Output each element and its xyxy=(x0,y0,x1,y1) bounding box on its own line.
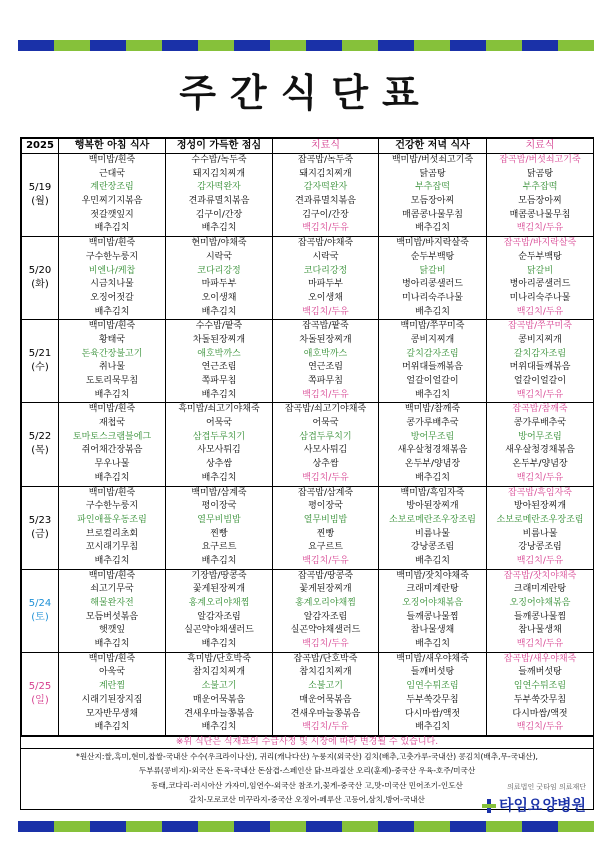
menu-item: 잡곡밥/잣치야채죽 xyxy=(503,570,577,581)
menu-cell-dinner-diet xyxy=(487,237,594,320)
menu-item: 강낭콩조림 xyxy=(518,542,562,553)
menu-item: 실곤약야채샐러드 xyxy=(184,625,254,636)
menu-cell-lunch xyxy=(166,237,273,320)
header-dinner: 건강한 저녁 식사 xyxy=(379,139,487,154)
menu-item: 백김치/두유 xyxy=(302,223,349,234)
menu-item: 닭곰탕 xyxy=(526,168,554,179)
menu-item: 얼갈이얼갈이 xyxy=(513,376,567,386)
menu-item: 새우살청경채볶음 xyxy=(505,445,575,456)
menu-item: 삼겹두루치기 xyxy=(299,431,352,442)
header-year: 2025 xyxy=(22,139,59,154)
origin-line: 두부류(콩비지)-외국산 돈육-국내산 돈삼겹-스페인산 닭-브라질산 오리(훈제)-중국산 우육-호주/미국산 xyxy=(138,766,476,776)
menu-item: 꽃게된장찌개 xyxy=(192,584,246,595)
menu-item: 흑미밥/단호박죽 xyxy=(187,653,251,664)
menu-item: 애호박까스 xyxy=(303,348,348,359)
menu-item: 백김치/두유 xyxy=(302,306,349,317)
bottom-decorative-stripe xyxy=(18,821,594,832)
menu-item: 백김치/두유 xyxy=(516,555,564,566)
menu-item: 마파두부 xyxy=(308,279,343,290)
menu-item: 두부쑥갓무침 xyxy=(406,694,459,705)
menu-item: 백미밥/쭈꾸미죽 xyxy=(400,321,465,332)
menu-item: 해물완자전 xyxy=(90,598,134,608)
menu-cell-lunch-diet xyxy=(273,154,379,237)
menu-item: 두부쑥갓무침 xyxy=(513,694,567,705)
menu-cell-dinner xyxy=(379,320,487,403)
menu-item: 미나리숙주나물 xyxy=(402,292,463,303)
menu-cell-dinner xyxy=(379,486,487,569)
date-label: 5/21 xyxy=(28,348,52,360)
menu-item: 돼지김치찌개 xyxy=(299,168,352,179)
menu-item: 배추김치 xyxy=(415,472,450,483)
menu-item: 열무비빔밥 xyxy=(303,514,348,525)
menu-item: 갈치감자조림 xyxy=(513,348,567,359)
menu-item: 알감자조림 xyxy=(197,611,241,622)
menu-cell-lunch-diet xyxy=(273,320,379,403)
menu-item: 수수밥/팥죽 xyxy=(195,321,243,332)
menu-item: 미나리숙주나물 xyxy=(509,292,571,303)
menu-item: 갈치감자조림 xyxy=(406,348,459,359)
weekday-label: (일) xyxy=(31,694,49,706)
menu-item: 잡곡밥/녹두죽 xyxy=(297,155,354,165)
day-row xyxy=(22,237,594,320)
top-decorative-stripe xyxy=(18,40,594,51)
menu-item: 잡곡밥/팥죽 xyxy=(302,321,349,332)
menu-item: 들깨콩나물찜 xyxy=(513,611,567,622)
menu-item: 열무비빔밥 xyxy=(197,514,241,525)
menu-item: 배추김치 xyxy=(94,639,130,650)
menu-item: 백김치/두유 xyxy=(302,722,349,733)
weekday-label: (수) xyxy=(31,362,49,374)
menu-item: 온두부/양념장 xyxy=(404,459,461,470)
date-label: 5/20 xyxy=(28,265,52,277)
header-dinner-diet: 치료식 xyxy=(487,139,594,154)
menu-item: 배추김치 xyxy=(201,306,237,317)
menu-item: 모자반무생채 xyxy=(85,708,139,719)
date-cell xyxy=(22,237,59,320)
menu-item: 수수밥/녹두죽 xyxy=(191,155,247,165)
menu-item: 모듬버섯볶음 xyxy=(85,611,139,622)
menu-item: 배추김치 xyxy=(201,722,237,733)
menu-item: 비름나물 xyxy=(522,528,558,539)
menu-item: 다시마쌈/액젓 xyxy=(512,708,568,719)
menu-cell-dinner xyxy=(379,652,487,735)
menu-item: 아욱국 xyxy=(98,667,126,678)
menu-item: 오징어야채볶음 xyxy=(509,598,571,608)
menu-item: 백미밥/흰죽 xyxy=(88,487,136,498)
menu-item: 백미밥/새우야채죽 xyxy=(396,653,469,664)
hospital-logo xyxy=(426,782,586,815)
menu-item: 쥐어채간장볶음 xyxy=(81,445,143,456)
menu-item: 요구르트 xyxy=(201,542,237,553)
menu-item: 우민찌기지볶음 xyxy=(81,196,143,207)
menu-cell-lunch-diet xyxy=(273,569,379,652)
date-label: 5/22 xyxy=(28,431,52,443)
menu-item: 꼬시래기무침 xyxy=(85,542,139,553)
menu-item: 잡곡밥/삼계죽 xyxy=(297,487,354,498)
menu-cell-lunch-diet xyxy=(273,403,379,486)
menu-item: 들깨버섯탕 xyxy=(518,667,562,678)
menu-item: 근대국 xyxy=(98,168,126,179)
menu-item: 황태국 xyxy=(98,334,126,345)
menu-item: 크래미계란탕 xyxy=(406,584,459,595)
menu-item: 백미밥/잣치야채죽 xyxy=(396,570,469,581)
menu-item: 잡곡밥/땅콩죽 xyxy=(297,570,354,581)
menu-item: 견과류멸치볶음 xyxy=(295,196,356,207)
menu-item: 백미밥/삼계죽 xyxy=(191,487,247,498)
menu-item: 현미밥/야채죽 xyxy=(191,238,247,249)
menu-item: 알감자조림 xyxy=(303,611,348,622)
weekday-label: (금) xyxy=(31,528,49,540)
menu-item: 어묵국 xyxy=(205,418,233,429)
date-label: 5/23 xyxy=(28,514,52,526)
menu-item: 브로컬리초회 xyxy=(85,528,139,539)
menu-item: 배추김치 xyxy=(94,306,130,317)
menu-item: 계란찜 xyxy=(98,681,126,692)
menu-item: 온두부/양념장 xyxy=(512,459,568,470)
weekday-label: (화) xyxy=(31,279,49,291)
menu-cell-lunch xyxy=(166,403,273,486)
menu-item: 구수한누룽지 xyxy=(85,251,139,262)
weekday-label: (월) xyxy=(31,196,49,208)
menu-item: 들깨버섯탕 xyxy=(410,667,455,678)
menu-item: 코다리강정 xyxy=(197,265,241,276)
menu-item: 실곤약야채샐러드 xyxy=(290,625,361,636)
menu-cell-lunch xyxy=(166,486,273,569)
menu-item: 사모사튀김 xyxy=(303,445,348,456)
menu-cell-dinner xyxy=(379,403,487,486)
menu-item: 모듬장아찌 xyxy=(518,196,562,207)
day-row xyxy=(22,320,594,403)
menu-item: 백미밥/버섯쇠고기죽 xyxy=(391,155,474,165)
menu-item: 배추김치 xyxy=(201,389,237,400)
menu-item: 방어무조림 xyxy=(410,431,455,442)
menu-item: 배추김치 xyxy=(415,306,450,317)
date-cell xyxy=(22,486,59,569)
menu-item: 크래미계란탕 xyxy=(513,584,567,595)
menu-item: 들깨콩나물찜 xyxy=(406,611,459,622)
origin-line: 동태,코다리-러시아산 가자미,임연수-외국산 참조기,꽃게-중국산 고,맛-미국산 민어조기-인도산 xyxy=(151,780,463,790)
menu-item: 어묵국 xyxy=(312,418,339,429)
menu-item: 백미밥/흰죽 xyxy=(88,155,136,165)
origin-line: 갈치-모로코산 미꾸라지-중국산 오징어-페루산 고등어,삼치,방어-국내산 xyxy=(189,795,425,805)
menu-item: 쪽파무침 xyxy=(308,376,343,386)
menu-item: 백미밥/흰죽 xyxy=(88,570,136,581)
menu-item: 무우나물 xyxy=(94,459,130,470)
day-row xyxy=(22,154,594,237)
menu-item: 오이생채 xyxy=(201,292,237,303)
date-cell xyxy=(22,154,59,237)
menu-item: 삼겹두루치기 xyxy=(192,431,246,442)
menu-item: 백김치/두유 xyxy=(516,639,564,650)
date-label: 5/24 xyxy=(28,597,52,609)
menu-cell-lunch-diet xyxy=(273,486,379,569)
menu-item: 시락국 xyxy=(312,251,339,262)
menu-item: 얼갈이얼갈이 xyxy=(406,376,459,386)
menu-item: 머위대들깨볶음 xyxy=(402,362,463,373)
menu-item: 평이장국 xyxy=(201,501,237,512)
menu-cell-lunch xyxy=(166,652,273,735)
medical-cross-icon xyxy=(482,799,496,813)
menu-item: 쪽파무침 xyxy=(201,376,237,386)
logo-name: 타임요양병원 xyxy=(499,796,586,814)
menu-item: 백김치/두유 xyxy=(516,223,564,234)
menu-item: 배추김치 xyxy=(415,639,450,650)
menu-item: 비름나물 xyxy=(415,528,450,539)
menu-item: 배추김치 xyxy=(94,223,130,234)
menu-cell-dinner xyxy=(379,569,487,652)
menu-item: 배추김치 xyxy=(201,555,237,566)
menu-item: 김구이/간장 xyxy=(302,209,349,220)
menu-item: 백미밥/바지락살죽 xyxy=(396,238,469,249)
menu-item: 부추잡떡 xyxy=(522,182,558,193)
menu-item: 매콤콩나물무침 xyxy=(402,209,463,220)
menu-item: 백김치/두유 xyxy=(516,389,564,400)
logo-subtitle: 의료법인 굿타임 의료재단 xyxy=(507,783,586,791)
menu-change-notice: ※위 식단은 식재료의 수급사정 및 시장에 따라 변경될 수 있습니다. xyxy=(21,736,593,748)
menu-item: 잡곡밥/쇠고기야채죽 xyxy=(284,404,367,415)
date-label: 5/25 xyxy=(28,680,52,692)
menu-item: 견과류멸치볶음 xyxy=(188,196,250,207)
menu-item: 비엔나/케찹 xyxy=(88,265,136,276)
menu-item: 매콤콩나물무침 xyxy=(509,209,571,220)
menu-item: 젓갈깻잎지 xyxy=(90,209,134,220)
menu-item: 백미밥/흰죽 xyxy=(88,404,136,415)
menu-item: 강낭콩조림 xyxy=(410,542,455,553)
day-row xyxy=(22,486,594,569)
menu-item: 배추김치 xyxy=(201,639,237,650)
menu-cell-lunch-diet xyxy=(273,237,379,320)
menu-item: 머위대들깨볶음 xyxy=(509,362,571,373)
menu-item: 백김치/두유 xyxy=(302,389,349,400)
menu-cell-dinner xyxy=(379,154,487,237)
menu-item: 오징어젓갈 xyxy=(90,292,134,303)
date-cell xyxy=(22,569,59,652)
menu-item: 배추김치 xyxy=(94,472,130,483)
menu-item: 연근조림 xyxy=(308,362,343,373)
menu-item: 돼지김치찌개 xyxy=(192,168,246,179)
menu-item: 시락국 xyxy=(205,251,233,262)
menu-item: 모듬장아찌 xyxy=(410,196,455,207)
menu-item: 돈육간장불고기 xyxy=(81,348,143,359)
menu-item: 잡곡밥/버섯쇠고기죽 xyxy=(499,155,581,165)
menu-cell-lunch xyxy=(166,154,273,237)
menu-item: 방아된장찌개 xyxy=(513,501,567,512)
menu-item: 평이장국 xyxy=(308,501,343,512)
menu-item: 순두부백탕 xyxy=(518,251,562,262)
menu-item: 찐빵 xyxy=(210,528,228,539)
menu-item: 백김치/두유 xyxy=(302,472,349,483)
menu-item: 배추김치 xyxy=(415,223,450,234)
menu-item: 차돌된장찌개 xyxy=(192,334,246,345)
menu-item: 재첩국 xyxy=(98,418,126,429)
menu-item: 배추김치 xyxy=(94,555,130,566)
menu-item: 배추김치 xyxy=(415,389,450,400)
menu-item: 요구르트 xyxy=(308,542,343,553)
menu-item: 햇깻잎 xyxy=(98,625,126,636)
origin-line: *원산지:쌀,흑미,현미,찹쌀-국내산 수수(우크라이나산), 귀리(캐나다산) 누룽지(외국산) 김치(배추,고춧가루-국내산) 콩김치(배추,무-국내산), xyxy=(76,751,538,761)
menu-item: 닭곰탕 xyxy=(419,168,446,179)
menu-item: 배추김치 xyxy=(94,389,130,400)
menu-item: 잡곡밥/새우야채죽 xyxy=(503,653,577,664)
menu-cell-breakfast xyxy=(59,569,166,652)
menu-item: 코다리강정 xyxy=(303,265,348,276)
menu-item: 잡곡밥/바지락살죽 xyxy=(503,238,577,249)
menu-item: 부추잡떡 xyxy=(415,182,450,193)
day-row xyxy=(22,403,594,486)
menu-item: 참치김치찌개 xyxy=(192,667,246,678)
menu-cell-dinner-diet xyxy=(487,403,594,486)
menu-item: 배추김치 xyxy=(201,223,237,234)
menu-cell-dinner-diet xyxy=(487,154,594,237)
menu-item: 닭갈비 xyxy=(419,265,446,276)
menu-item: 임연수튀조림 xyxy=(513,681,567,692)
menu-item: 백미밥/흰죽 xyxy=(88,653,136,664)
menu-cell-dinner-diet xyxy=(487,486,594,569)
menu-cell-lunch-diet xyxy=(273,652,379,735)
menu-cell-breakfast xyxy=(59,403,166,486)
header-lunch: 정성이 가득한 점심 xyxy=(166,139,273,154)
menu-item: 사모사튀김 xyxy=(197,445,241,456)
menu-item: 백미밥/흰죽 xyxy=(88,321,136,332)
menu-item: 토마토스크램블에그 xyxy=(72,431,152,442)
menu-item: 기장밥/땅콩죽 xyxy=(191,570,247,581)
weekday-label: (목) xyxy=(31,445,49,457)
menu-cell-dinner xyxy=(379,237,487,320)
menu-item: 시래기된장지짐 xyxy=(81,694,143,705)
menu-cell-breakfast xyxy=(59,652,166,735)
day-row xyxy=(22,652,594,735)
menu-item: 백미밥/참깨죽 xyxy=(404,404,461,415)
menu-item: 차돌된장찌개 xyxy=(299,334,352,345)
menu-item: 잡곡밥/단호박죽 xyxy=(293,653,358,664)
menu-cell-breakfast xyxy=(59,154,166,237)
header-lunch-diet: 치료식 xyxy=(273,139,379,154)
menu-item: 참치김치찌개 xyxy=(299,667,352,678)
date-label: 5/19 xyxy=(28,182,52,194)
menu-item: 잡곡밥/쭈꾸미죽 xyxy=(508,321,572,332)
menu-item: 콩가루배추국 xyxy=(513,418,567,429)
menu-item: 배추김치 xyxy=(415,722,450,733)
menu-item: 시금치나물 xyxy=(90,279,134,290)
menu-item: 상추쌈 xyxy=(312,459,339,470)
menu-cell-dinner-diet xyxy=(487,652,594,735)
menu-cell-breakfast xyxy=(59,237,166,320)
menu-item: 방아된장찌개 xyxy=(406,501,459,512)
menu-item: 소보로메란조우장조림 xyxy=(496,514,584,525)
menu-item: 계란장조림 xyxy=(90,182,134,193)
menu-item: 잡곡밥/야채죽 xyxy=(297,238,354,249)
menu-item: 쇠고기무국 xyxy=(90,584,134,595)
menu-item: 김구이/간장 xyxy=(195,209,243,220)
menu-item: 잡곡밥/흑임자죽 xyxy=(508,487,572,498)
menu-cell-breakfast xyxy=(59,320,166,403)
menu-item: 병아리콩샐러드 xyxy=(509,279,571,290)
menu-item: 백김치/두유 xyxy=(302,639,349,650)
menu-item: 마파두부 xyxy=(201,279,237,290)
day-row xyxy=(22,569,594,652)
page-title: 주간식단표 xyxy=(179,71,433,115)
menu-item: 백김치/두유 xyxy=(516,722,564,733)
menu-item: 잡곡밥/참깨죽 xyxy=(512,404,568,415)
menu-item: 참나물생채 xyxy=(518,625,562,636)
menu-item: 취나물 xyxy=(98,362,126,373)
menu-item: 견새우마늘쫑볶음 xyxy=(184,708,254,719)
menu-cell-breakfast xyxy=(59,486,166,569)
menu-item: 배추김치 xyxy=(94,722,130,733)
menu-item: 순두부백탕 xyxy=(410,251,455,262)
menu-item: 감자떡완자 xyxy=(197,182,241,193)
menu-item: 백미밥/흑임자죽 xyxy=(400,487,465,498)
menu-item: 소불고기 xyxy=(308,681,343,692)
menu-item: 콩비지찌개 xyxy=(410,334,455,345)
menu-item: 찐빵 xyxy=(316,528,335,539)
menu-item: 도토리묵무침 xyxy=(85,376,139,386)
menu-item: 콩비지찌개 xyxy=(518,334,562,345)
menu-item: 배추김치 xyxy=(415,555,450,566)
menu-item: 오징어야채볶음 xyxy=(402,598,463,608)
menu-item: 오이생채 xyxy=(308,292,343,303)
menu-cell-dinner-diet xyxy=(487,320,594,403)
header-row xyxy=(22,139,594,154)
menu-item: 콩가루배추국 xyxy=(406,418,459,429)
menu-item: 참나물생채 xyxy=(410,625,455,636)
menu-item: 백김치/두유 xyxy=(516,472,564,483)
menu-cell-lunch xyxy=(166,320,273,403)
header-breakfast: 행복한 아침 식사 xyxy=(59,139,166,154)
menu-table xyxy=(20,137,594,810)
menu-cell-dinner-diet xyxy=(487,569,594,652)
menu-item: 연근조림 xyxy=(201,362,237,373)
menu-item: 견새우마늘쫑볶음 xyxy=(290,708,361,719)
date-cell xyxy=(22,403,59,486)
menu-item: 백미밥/흰죽 xyxy=(88,238,136,249)
date-cell xyxy=(22,320,59,403)
menu-item: 임연수튀조림 xyxy=(406,681,459,692)
weekday-label: (토) xyxy=(31,611,49,623)
menu-item: 꽃게된장찌개 xyxy=(299,584,352,595)
menu-item: 파인애플우동조림 xyxy=(77,514,147,525)
menu-item: 다시마쌈/액젓 xyxy=(404,708,461,719)
menu-item: 배추김치 xyxy=(201,472,237,483)
menu-item: 소보로메란조우장조림 xyxy=(389,514,476,525)
menu-item: 홍계오리야채찜 xyxy=(295,598,356,608)
menu-item: 백김치/두유 xyxy=(302,555,349,566)
menu-item: 흑미밥/쇠고기야채죽 xyxy=(178,404,260,415)
menu-item: 새우살청경채볶음 xyxy=(397,445,468,456)
menu-item: 닭갈비 xyxy=(526,265,554,276)
menu-item: 홍계오리야채찜 xyxy=(188,598,250,608)
menu-cell-lunch xyxy=(166,569,273,652)
menu-item: 방어무조림 xyxy=(518,431,562,442)
menu-item: 매운어묵볶음 xyxy=(299,694,352,705)
menu-item: 소불고기 xyxy=(201,681,237,692)
menu-item: 감자떡완자 xyxy=(303,182,348,193)
date-cell xyxy=(22,652,59,735)
menu-item: 상추쌈 xyxy=(205,459,233,470)
menu-item: 백김치/두유 xyxy=(516,306,564,317)
menu-item: 구수한누룽지 xyxy=(85,501,139,512)
menu-item: 병아리콩샐러드 xyxy=(402,279,463,290)
menu-item: 매운어묵볶음 xyxy=(192,694,246,705)
menu-item: 애호박까스 xyxy=(197,348,241,359)
